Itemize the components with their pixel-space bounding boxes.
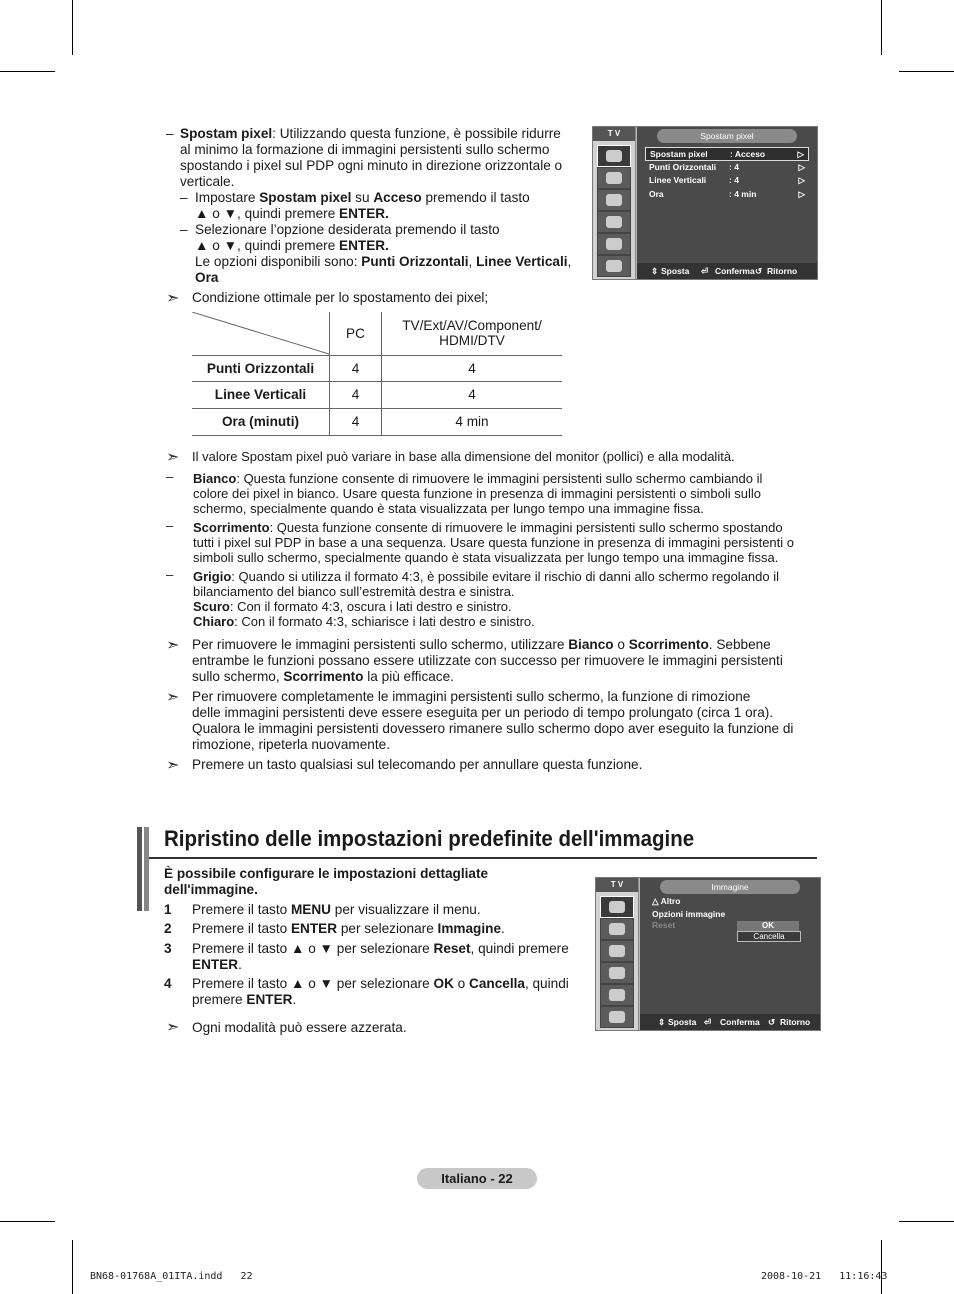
condition-note: Condizione ottimale per lo spostamento dei pixel; — [192, 290, 489, 305]
pixel-shift-table — [192, 312, 562, 436]
enter-icon: ⏎ — [701, 266, 709, 276]
arrow-right-icon: ▷ — [798, 162, 805, 172]
complete-note: Per rimuovere completamente le immagini persistenti sullo schermo, la funzione di rimozione delle immagini persistenti deve essere eseguita per un periodo di tempo prolungato (circa 1 ora). Qualora le immagini persistenti dovessero rimanere sullo schermo dopo aver eseguito la funzione di rimozione, ripeterla nuovamente. — [192, 689, 794, 752]
scorrimento-text: – Scorrimento: Questa funzione consente di rimuovere le immagini persistenti sullo schermo spostando tutti i pixel sul PDP in base a una sequenza. Usare questa funzione in presenza di immagini persistenti o simboli sullo schermo, specialmente quando è stata visualizzata per lungo tempo una immagine fissa. — [166, 518, 794, 565]
print-file-info: BN68-01768A_01ITA.indd 22 — [90, 1271, 253, 1282]
menu-header: Immagine — [660, 880, 800, 894]
table-header-pc: PC — [330, 312, 382, 355]
menu-row: Punti Orizzontali : 4 ▷ — [649, 162, 805, 172]
step-1: 1 Premere il tasto MENU per visualizzare il menu. — [164, 902, 481, 917]
menu-row-reset: Reset — [652, 920, 676, 930]
tv-menu-spostam-pixel — [592, 126, 818, 280]
note-arrow-icon: ➣ — [166, 689, 180, 706]
page-number: Italiano - 22 — [417, 1168, 537, 1189]
intro-text: – Spostam pixel: Utilizzando questa funzione, è possibile ridurre al minimo la formazione di immagini persistenti sullo schermo spostando i pixel sul PDP ogni minuto in direzione orizzontale o verticale. – Impostare Spostam pixel su Acceso premendo il tasto ▲ o ▼, quindi premere ENTER. – Selezionare l’opzione desiderata premendo il tasto ▲ o ▼, quindi premere ENTER. Le opzioni disponibili sono: Punti Orizzontali, Linee Verticali, Ora — [166, 126, 572, 285]
menu-row: Linee Verticali : 4 ▷ — [649, 175, 805, 185]
menu-row-opzioni: Opzioni immagine — [652, 909, 726, 919]
menu-sidebar — [596, 878, 639, 1030]
crop-mark — [881, 0, 882, 55]
note-arrow-icon: ➣ — [166, 1019, 180, 1036]
reset-note: Ogni modalità può essere azzerata. — [192, 1020, 407, 1035]
setup-icon — [600, 962, 634, 984]
table-cell: 4 — [330, 381, 382, 408]
section-subtitle: È possibile configurare le impostazioni dettagliate dell'immagine. — [164, 866, 489, 897]
tv-menu-immagine — [595, 877, 821, 1031]
cancel-note: Premere un tasto qualsiasi sul telecomando per annullare questa funzione. — [192, 757, 643, 772]
table-corner — [192, 312, 330, 355]
note-arrow-icon: ➣ — [166, 757, 180, 774]
note-arrow-icon: ➣ — [166, 637, 180, 654]
table-cell: 4 — [382, 381, 563, 408]
menu-footer: ⇕ Sposta ⏎ Conferma ↺ Ritorno — [640, 1014, 820, 1030]
crop-mark — [72, 1240, 73, 1294]
enter-icon: ⏎ — [704, 1017, 712, 1027]
arrow-right-icon: ▷ — [797, 149, 804, 159]
return-icon: ↺ — [768, 1017, 776, 1027]
triangle-up-icon: △ — [652, 896, 659, 906]
menu-header: Spostam pixel — [657, 129, 797, 143]
diagonal-line — [192, 312, 329, 355]
menu-row: Spostam pixel : Acceso ▷ — [645, 147, 809, 161]
grigio-text: – Grigio: Quando si utilizza il formato 4:3, è possibile evitare il rischio di danni allo schermo regolando il bilanciamento del bianco sull’estremità destra e sinistra. Scuro: Con il formato 4:3, oscura i lati destro e sinistro. Chiaro: Con il formato 4:3, schiarisce i lati destro e sinistro. — [166, 567, 780, 629]
application-icon — [597, 255, 631, 277]
menu-main — [637, 127, 817, 279]
section-bar — [137, 827, 142, 911]
sound-icon — [600, 918, 634, 940]
table-cell: 4 — [382, 355, 563, 381]
table-cell: 4 — [330, 355, 382, 381]
note-arrow-icon: ➣ — [166, 290, 180, 307]
remove-note: Per rimuovere le immagini persistenti sullo schermo, utilizzare Bianco o Scorrimento. Sebbene entrambe le funzioni possano essere utilizzate con successo per rimuovere le immagini persistenti sullo schermo, Scorrimento la più efficace. — [192, 637, 783, 684]
table-row-label: Punti Orizzontali — [192, 355, 330, 381]
return-icon: ↺ — [755, 266, 763, 276]
note-arrow-icon: ➣ — [166, 449, 180, 466]
arrow-right-icon: ▷ — [798, 189, 805, 199]
move-icon: ⇕ — [651, 266, 659, 276]
input-icon — [597, 233, 631, 255]
crop-mark — [0, 1221, 55, 1222]
section-title: Ripristino delle impostazioni predefinite dell'immagine — [164, 826, 695, 851]
sound-icon — [597, 167, 631, 189]
crop-mark — [899, 1221, 954, 1222]
crop-mark — [881, 1240, 882, 1294]
ok-option: OK — [737, 921, 799, 931]
menu-sidebar — [593, 127, 636, 279]
bianco-text: – Bianco: Questa funzione consente di rimuovere le immagini persistenti sullo schermo cambiando il colore dei pixel in bianco. Usare questa funzione in presenza di immagini persistenti o simboli sullo schermo, specialmente quando è stata visualizzata per lungo tempo una immagine fissa. — [166, 469, 763, 516]
tv-label: T V — [593, 127, 635, 141]
input-icon — [600, 984, 634, 1006]
crop-mark — [0, 71, 55, 72]
crop-mark — [899, 71, 954, 72]
table-row-label: Ora (minuti) — [192, 408, 330, 435]
step-2: 2 Premere il tasto ENTER per selezionare Immagine. — [164, 921, 505, 936]
table-row-label: Linee Verticali — [192, 381, 330, 408]
table-header-tv: TV/Ext/AV/Component/ HDMI/DTV — [382, 312, 563, 355]
crop-mark — [72, 0, 73, 55]
move-icon: ⇕ — [658, 1017, 666, 1027]
value-note: Il valore Spostam pixel può variare in base alla dimensione del monitor (pollici) e alla modalità. — [192, 449, 735, 464]
menu-row: Ora : 4 min ▷ — [649, 189, 805, 199]
tv-label: T V — [596, 878, 638, 892]
menu-footer: ⇕ Sposta ⏎ Conferma ↺ Ritorno — [637, 263, 817, 279]
table-cell: 4 min — [382, 408, 563, 435]
print-date-info: 2008-10-21 11:16:43 — [761, 1271, 888, 1282]
menu-row-altro: △ Altro — [652, 896, 681, 906]
application-icon — [600, 1006, 634, 1028]
arrow-right-icon: ▷ — [798, 175, 805, 185]
section-bar — [144, 827, 149, 911]
section-rule — [149, 857, 817, 859]
step-3: 3 Premere il tasto ▲ o ▼ per selezionare Reset, quindi premere ENTER. — [164, 941, 569, 972]
picture-icon — [597, 145, 631, 167]
menu-main — [640, 878, 820, 1030]
cancella-option: Cancella — [737, 931, 801, 942]
picture-icon — [600, 896, 634, 918]
table-cell: 4 — [330, 408, 382, 435]
channel-icon — [600, 940, 634, 962]
setup-icon — [597, 211, 631, 233]
channel-icon — [597, 189, 631, 211]
step-4: 4 Premere il tasto ▲ o ▼ per selezionare OK o Cancella, quindi premere ENTER. — [164, 976, 569, 1007]
